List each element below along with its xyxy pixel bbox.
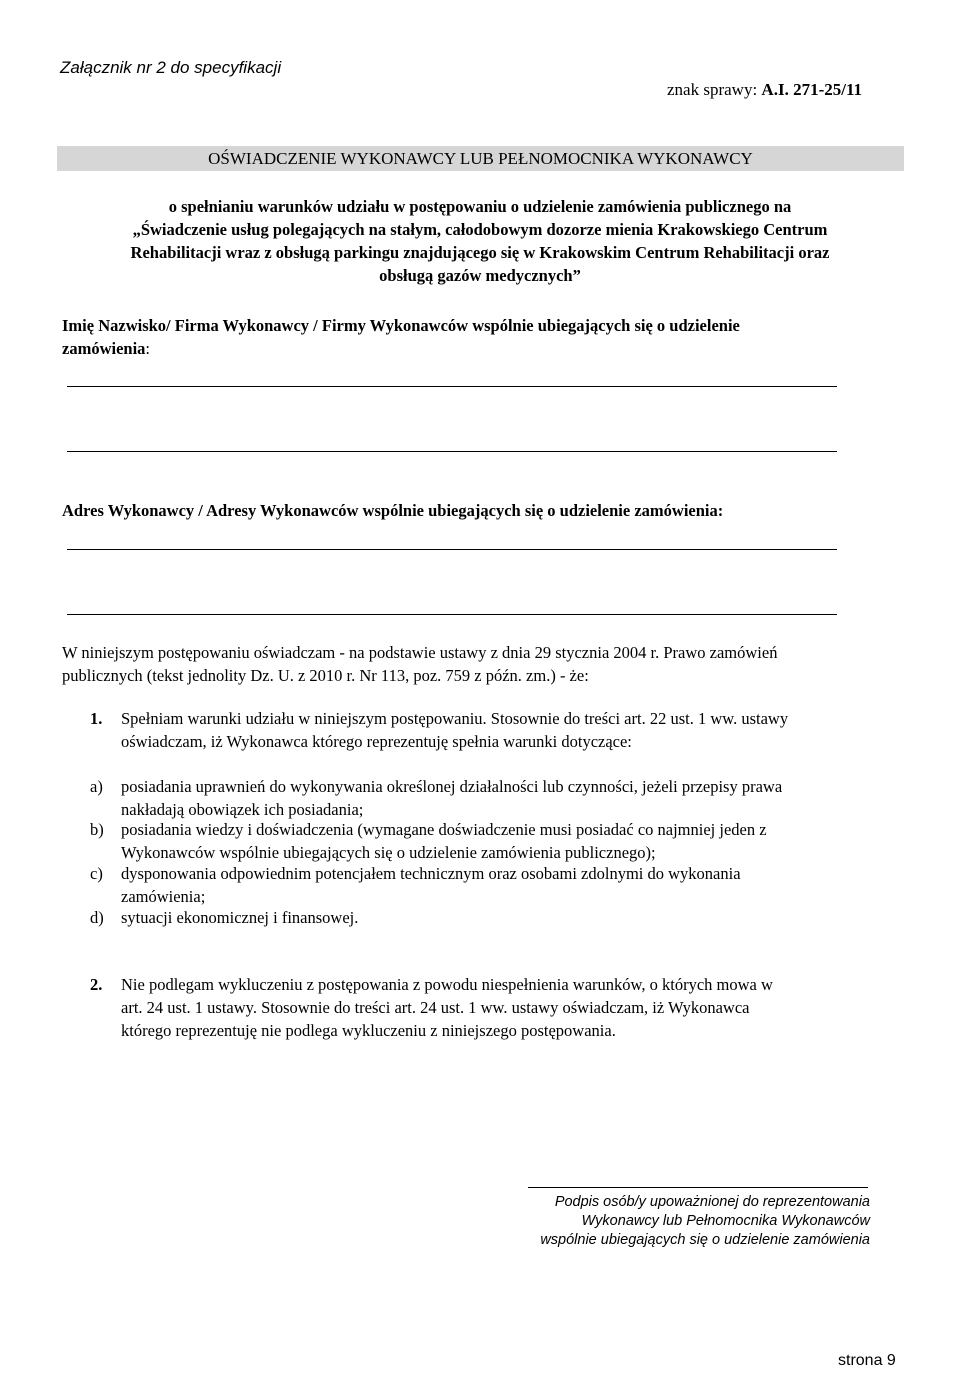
point-2-line: którego reprezentuję nie podlega wykluczeniu z niniejszego postępowania. [121,1021,616,1040]
signature-caption-line: Podpis osób/y upoważnionej do reprezentowania [554,1194,870,1210]
condition-d-text [121,906,901,929]
name-label-line-2 [62,337,898,360]
name-label-word: zamówienia [62,339,146,358]
address-input-line[interactable] [67,549,837,550]
condition-a-text [121,775,901,821]
subtitle-line: Rehabilitacji wraz z obsługą parkingu znajdującego się w Krakowskim Centrum Rehabilitacji oraz [130,243,830,262]
annex-heading: Załącznik nr 2 do specyfikacji [60,58,282,77]
condition-d-letter: d) [90,908,104,927]
subtitle-line: o spełnianiu warunków udziału w postępowaniu o udzielenie zamówienia publicznego na [168,197,792,216]
condition-line: nakładają obowiązek ich posiadania; [121,800,364,819]
signature-caption-line: Wykonawcy lub Pełnomocnika Wykonawców [581,1213,870,1229]
signature-caption-line: wspólnie ubiegających się o udzielenie zamówienia [540,1232,870,1248]
signature-caption [500,1193,870,1250]
intro-paragraph [62,641,898,687]
name-label [62,314,898,360]
condition-c-letter: c) [90,864,103,883]
intro-line: W niniejszym postępowaniu oświadczam - na podstawie ustawy z dnia 29 stycznia 2004 r. Prawo zamówień [62,643,778,662]
condition-line: posiadania uprawnień do wykonywania określonej działalności lub czynności, jeżeli przepisy prawa [121,777,783,796]
case-prefix: znak sprawy: [667,80,762,99]
case-number [667,80,862,100]
condition-line: dysponowania odpowiednim potencjałem technicznym oraz osobami zdolnymi do wykonania [121,864,741,883]
subtitle-line: obsługą gazów medycznych” [379,266,581,285]
condition-b-text [121,818,901,864]
name-input-line-2[interactable] [67,451,837,452]
name-label-line: Imię Nazwisko/ Firma Wykonawcy / Firmy Wykonawców wspólnie ubiegających się o udzielenie [62,316,740,335]
condition-a-letter: a) [90,777,103,796]
condition-line: sytuacji ekonomicznej i finansowej. [121,908,359,927]
point-2-line: Nie podlegam wykluczeniu z postępowania z powodu niespełnienia warunków, o których mowa w [121,975,773,994]
point-2-number: 2. [90,975,103,994]
case-number-value: A.I. 271-25/11 [761,80,863,99]
intro-line: publicznych (tekst jednolity Dz. U. z 2010 r. Nr 113, poz. 759 z późn. zm.) - że: [62,666,589,685]
point-1-line: oświadczam, iż Wykonawca którego reprezentuję spełnia warunki dotyczące: [121,732,632,751]
document-subtitle [62,195,898,287]
subtitle-line: „Świadczenie usług polegających na stałym, całodobowym dozorze mienia Krakowskiego Centrum [132,220,828,239]
address-label: Adres Wykonawcy / Adresy Wykonawców wspólnie ubiegających się o udzielenie zamówienia: [62,501,724,520]
point-1-text [121,707,901,753]
point-1-line: Spełniam warunki udziału w niniejszym postępowaniu. Stosownie do treści art. 22 ust. 1 ww. ustawy [121,709,789,728]
page-number: strona 9 [838,1352,896,1369]
point-2-text [121,973,901,1042]
document-title: OŚWIADCZENIE WYKONAWCY LUB PEŁNOMOCNIKA WYKONAWCY [57,146,904,171]
condition-line: posiadania wiedzy i doświadczenia (wymagane doświadczenie musi posiadać co najmniej jeden z [121,820,767,839]
condition-c-text [121,862,901,908]
condition-line: Wykonawców wspólnie ubiegających się o udzielenie zamówienia publicznego); [121,843,656,862]
point-2-line: art. 24 ust. 1 ustawy. Stosownie do treści art. 24 ust. 1 ww. ustawy oświadczam, iż Wykonawca [121,998,750,1017]
condition-line: zamówienia; [121,887,206,906]
condition-b-letter: b) [90,820,104,839]
address-input-line-2[interactable] [67,614,837,615]
signature-line[interactable] [528,1187,868,1188]
name-input-line[interactable] [67,386,837,387]
name-label-colon: : [145,339,150,358]
point-1-number: 1. [90,709,103,728]
